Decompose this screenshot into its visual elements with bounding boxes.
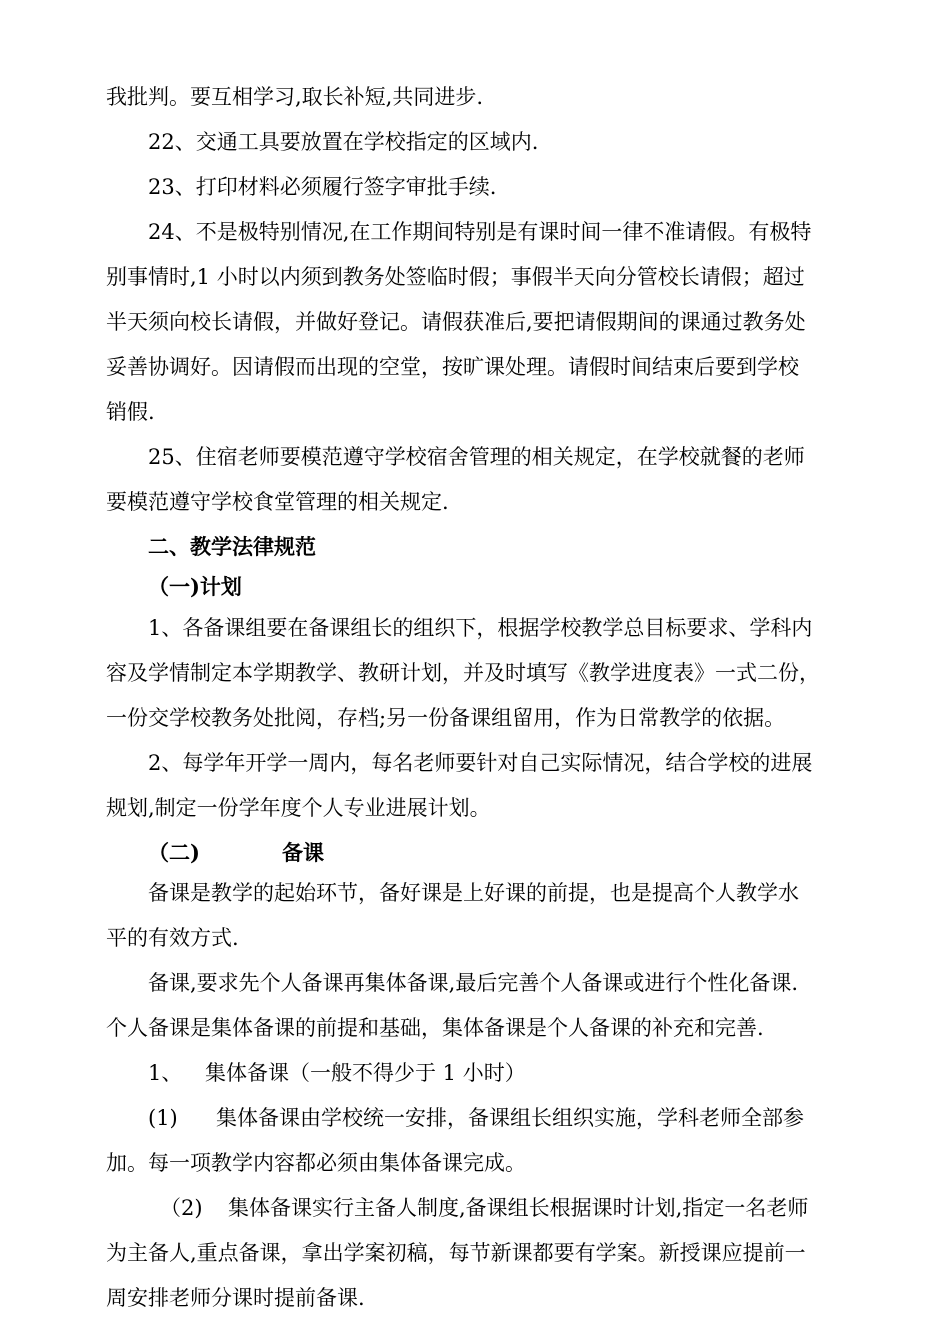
item-24-line: 妥善协调好。因请假而出现的空堂，按旷课处理。请假时间结束后要到学校 xyxy=(106,355,799,379)
item-24-line: 别事情时,1 小时以内须到教务处签临时假；事假半天向分管校长请假；超过 xyxy=(106,265,805,289)
item-24-line: 销假. xyxy=(106,400,155,424)
paragraph-line: 我批判。要互相学习,取长补短,共同进步. xyxy=(106,85,484,109)
plan-1-line: 容及学情制定本学期教学、教研计划，并及时填写《教学进度表》一式二份， xyxy=(106,661,820,685)
collective-prep-2-line: 为主备人,重点备课，拿出学案初稿，每节新课都要有学案。新授课应提前一 xyxy=(106,1241,806,1265)
item-25-line: 25、住宿老师要模范遵守学校宿舍管理的相关规定，在学校就餐的老师 xyxy=(148,445,805,469)
item-24-line: 24、不是极特别情况,在工作期间特别是有课时间一律不准请假。有极特 xyxy=(148,220,812,244)
list-number: (1) xyxy=(148,1106,178,1130)
plan-1-line: 一份交学校教务处批阅，存档;另一份备课组留用，作为日常教学的依据。 xyxy=(106,706,786,730)
collective-prep-1-line: 集体备课由学校统一安排，备课组长组织实施，学科老师全部参 xyxy=(216,1106,804,1130)
subsection-number-prep: （二) xyxy=(148,840,200,865)
item-23: 23、打印材料必须履行签字审批手续. xyxy=(148,175,497,199)
item-22: 22、交通工具要放置在学校指定的区域内. xyxy=(148,130,539,154)
collective-prep-2-line: 周安排老师分课时提前备课. xyxy=(106,1286,365,1310)
subsection-heading-prep: 备课 xyxy=(282,840,324,865)
subsection-heading-plan: （一)计划 xyxy=(148,574,242,599)
collective-prep-1-line: 加。每一项教学内容都必须由集体备课完成。 xyxy=(106,1151,526,1175)
prep-paragraph-line: 备课,要求先个人备课再集体备课,最后完善个人备课或进行个性化备课. xyxy=(148,971,799,995)
item-24-line: 半天须向校长请假，并做好登记。请假获准后,要把请假期间的课通过教务处 xyxy=(106,310,806,334)
section-heading: 二、教学法律规范 xyxy=(148,534,316,559)
collective-prep-title: 集体备课（一般不得少于 1 小时） xyxy=(205,1061,526,1085)
item-25-line: 要模范遵守学校食堂管理的相关规定. xyxy=(106,490,449,514)
prep-paragraph-line: 备课是教学的起始环节，备好课是上好课的前提，也是提高个人教学水 xyxy=(148,881,799,905)
prep-paragraph-line: 平的有效方式. xyxy=(106,926,239,950)
prep-paragraph-line: 个人备课是集体备课的前提和基础，集体备课是个人备课的补充和完善. xyxy=(106,1016,764,1040)
list-number: （2) xyxy=(160,1196,203,1220)
collective-prep-2-line: 集体备课实行主备人制度,备课组长根据课时计划,指定一名老师 xyxy=(228,1196,809,1220)
plan-2-line: 规划,制定一份学年度个人专业进展计划。 xyxy=(106,796,491,820)
list-number: 1、 xyxy=(148,1061,183,1085)
plan-1-line: 1、各备课组要在备课组长的组织下，根据学校教学总目标要求、学科内 xyxy=(148,616,813,640)
plan-2-line: 2、每学年开学一周内，每名老师要针对自己实际情况，结合学校的进展 xyxy=(148,751,813,775)
